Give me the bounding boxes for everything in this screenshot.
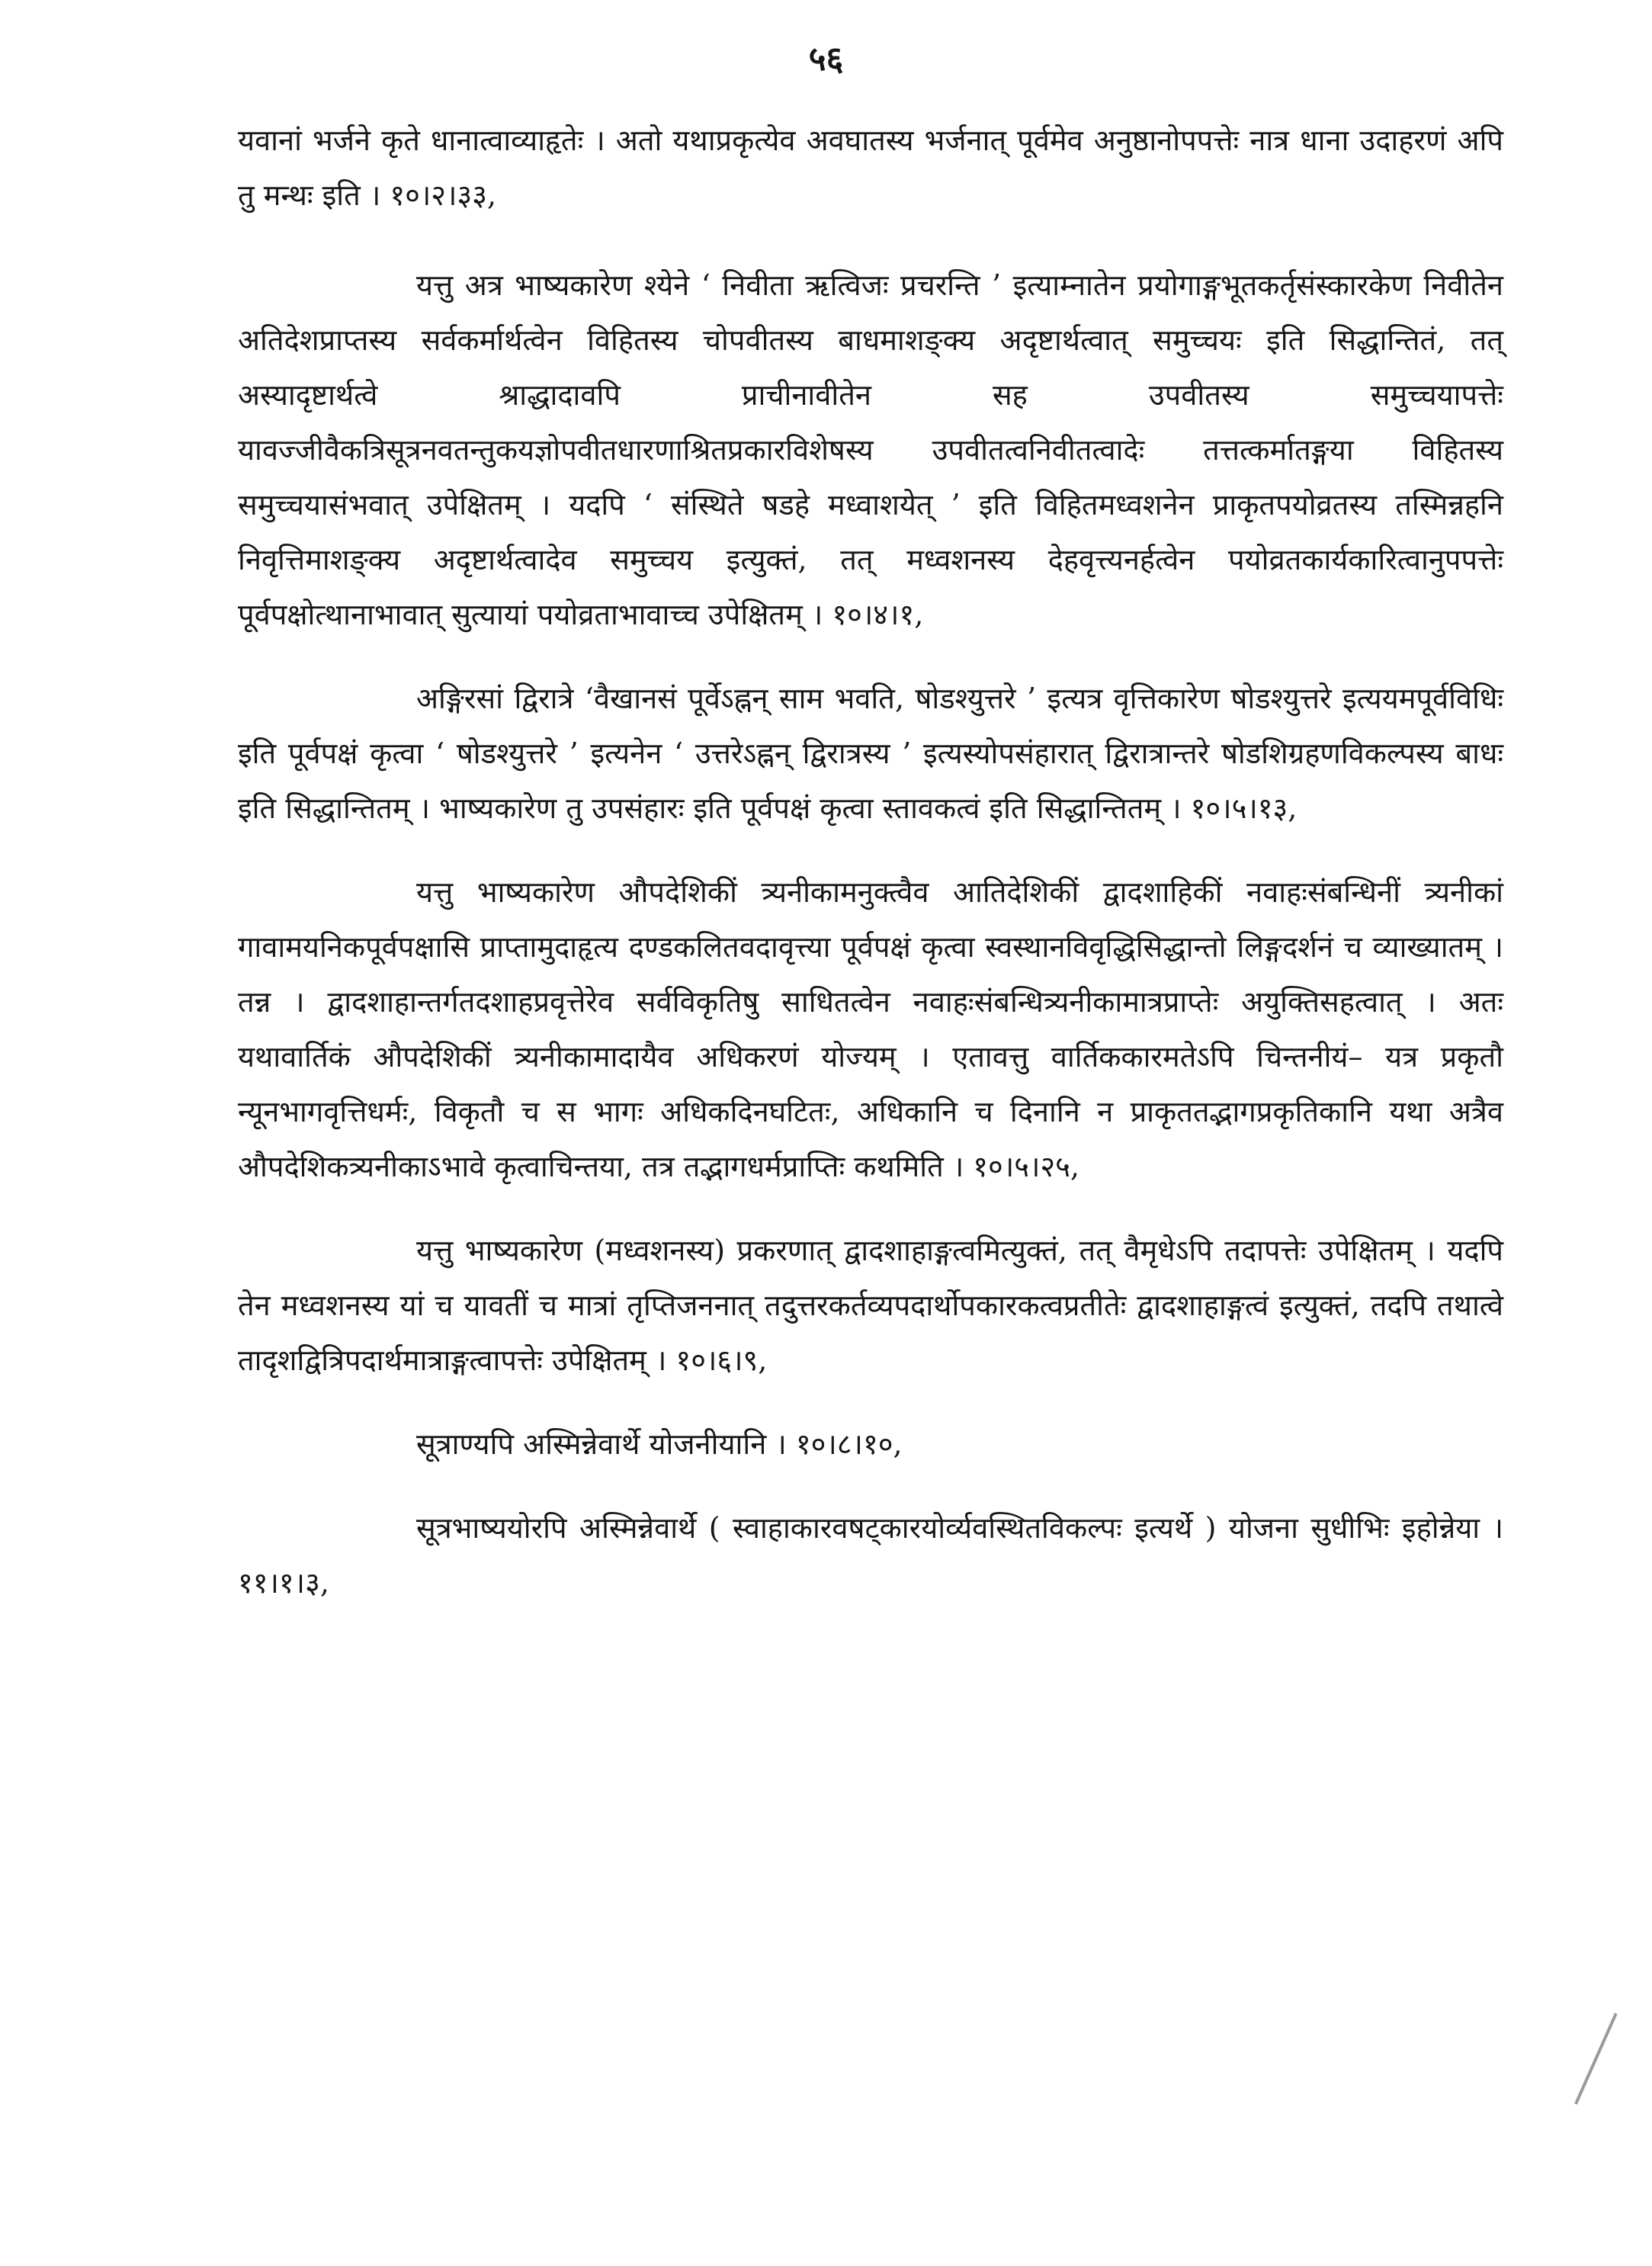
- paragraph-4: यत्तु भाष्यकारेण औपदेशिकीं त्र्यनीकामनुक्त्वैव आतिदेशिकीं द्वादशाहिकीं नवाहःसंबन्धिनीं त्र्यनीकां गावामयनिकपूर्वपक्षासि प्राप्तामुदाहृत्य दण्डकलितवदावृत्त्या पूर्वपक्षं कृत्वा स्वस्थानविवृद्धिसिद्धान्तो लिङ्गदर्शनं च व्याख्यातम् । तन्न । द्वादशाहान्तर्गतदशाहप्रवृत्तेरेव सर्वविकृतिषु साधितत्वेन नवाहःसंबन्धित्र्यनीकामात्रप्राप्तेः अयुक्तिसहत्वात् । अतः यथावार्तिकं औपदेशिकीं त्र्यनीकामादायैव अधिकरणं योज्यम् । एतावत्तु वार्तिककारमतेऽपि चिन्तनीयं– यत्र प्रकृतौ न्यूनभागवृत्तिधर्मः, विकृतौ च स भागः अधिकदिनघटितः, अधिकानि च दिनानि न प्राकृततद्भागप्रकृतिकानि यथा अत्रैव औपदेशिकत्र्यनीकाऽभावे कृत्वाचिन्तया, तत्र तद्भागधर्मप्राप्तिः कथमिति । १०।५।२५,: [238, 875, 1503, 1183]
- paragraph-6: सूत्राण्यपि अस्मिन्नेवार्थे योजनीयानि । १०।८।१०,: [416, 1427, 903, 1461]
- paragraph-7: सूत्रभाष्ययोरपि अस्मिन्नेवार्थे ( स्वाहाकारवषट्कारयोर्व्यवस्थितविकल्पः इत्यर्थे ) योजना सुधीभिः इहोन्नेया । ११।१।३,: [238, 1511, 1503, 1600]
- page-number: ५६: [808, 40, 844, 79]
- paragraph-2: यत्तु अत्र भाष्यकारेण श्येने ‘ निवीता ऋत्विजः प्रचरन्ति ’ इत्याम्नातेन प्रयोगाङ्गभूतकर्तृसंस्कारकेण निवीतेन अतिदेशप्राप्तस्य सर्वकर्मार्थत्वेन विहितस्य चोपवीतस्य बाधमाशङ्क्य अदृष्टार्थत्वात् समुच्चयः इति सिद्धान्तितं, तत् अस्यादृष्टार्थत्वे श्राद्धादावपि प्राचीनावीतेन सह उपवीतस्य समुच्चयापत्तेः यावज्जीवैकत्रिसूत्रनवतन्तुकयज्ञोपवीतधारणाश्रितप्रकारविशेषस्य उपवीतत्वनिवीतत्वादेः तत्तत्कर्मातङ्गया विहितस्य समुच्चयासंभवात् उपेक्षितम् । यदपि ‘ संस्थिते षडहे मध्वाशयेत् ’ इति विहितमध्वशनेन प्राकृतपयोव्रतस्य तस्मिन्नहनि निवृत्तिमाशङ्क्य अदृष्टार्थत्वादेव समुच्चय इत्युक्तं, तत् मध्वशनस्य देहवृत्त्यनर्हत्वेन पयोव्रतकार्यकारित्वानुपपत्तेः पूर्वपक्षोत्थानाभावात् सुत्यायां पयोव्रताभावाच्च उपेक्षितम् । १०।४।१,: [238, 268, 1503, 631]
- paragraph-5: यत्तु भाष्यकारेण (मध्वशनस्य) प्रकरणात् द्वादशाहाङ्गत्वमित्युक्तं, तत् वैमृधेऽपि तदापत्तेः उपेक्षितम् । यदपि तेन मध्वशनस्य यां च यावतीं च मात्रां तृप्तिजननात् तदुत्तरकर्तव्यपदार्थोपकारकत्वप्रतीतेः द्वादशाहाङ्गत्वं इत्युक्तं, तदपि तथात्वे तादृशद्वित्रिपदार्थमात्राङ्गत्वापत्तेः उपेक्षितम् । १०।६।९,: [238, 1234, 1503, 1377]
- paragraph-1: यवानां भर्जने कृते धानात्वाव्याहृतेः । अतो यथाप्रकृत्येव अवघातस्य भर्जनात् पूर्वमेव अनुष्ठानोपपत्तेः नात्र धाना उदाहरणं अपि तु मन्थः इति । १०।२।३३,: [238, 124, 1503, 212]
- paragraph-3: अङ्गिरसां द्विरात्रे ‘वैखानसं पूर्वेऽह्नन् साम भवति, षोडश्युत्तरे ’ इत्यत्र वृत्तिकारेण षोडश्युत्तरे इत्ययमपूर्वविधिः इति पूर्वपक्षं कृत्वा ‘ षोडश्युत्तरे ’ इत्यनेन ‘ उत्तरेऽह्नन् द्विरात्रस्य ’ इत्यस्योपसंहारात् द्विरात्रान्तरे षोडशिग्रहणविकल्पस्य बाधः इति सिद्धान्तितम् । भाष्यकारेण तु उपसंहारः इति पूर्वपक्षं कृत्वा स्तावकत्वं इति सिद्धान्तितम् । १०।५।१३,: [238, 682, 1503, 825]
- margin-mark: [1574, 2013, 1618, 2104]
- page-body: [238, 113, 1503, 1639]
